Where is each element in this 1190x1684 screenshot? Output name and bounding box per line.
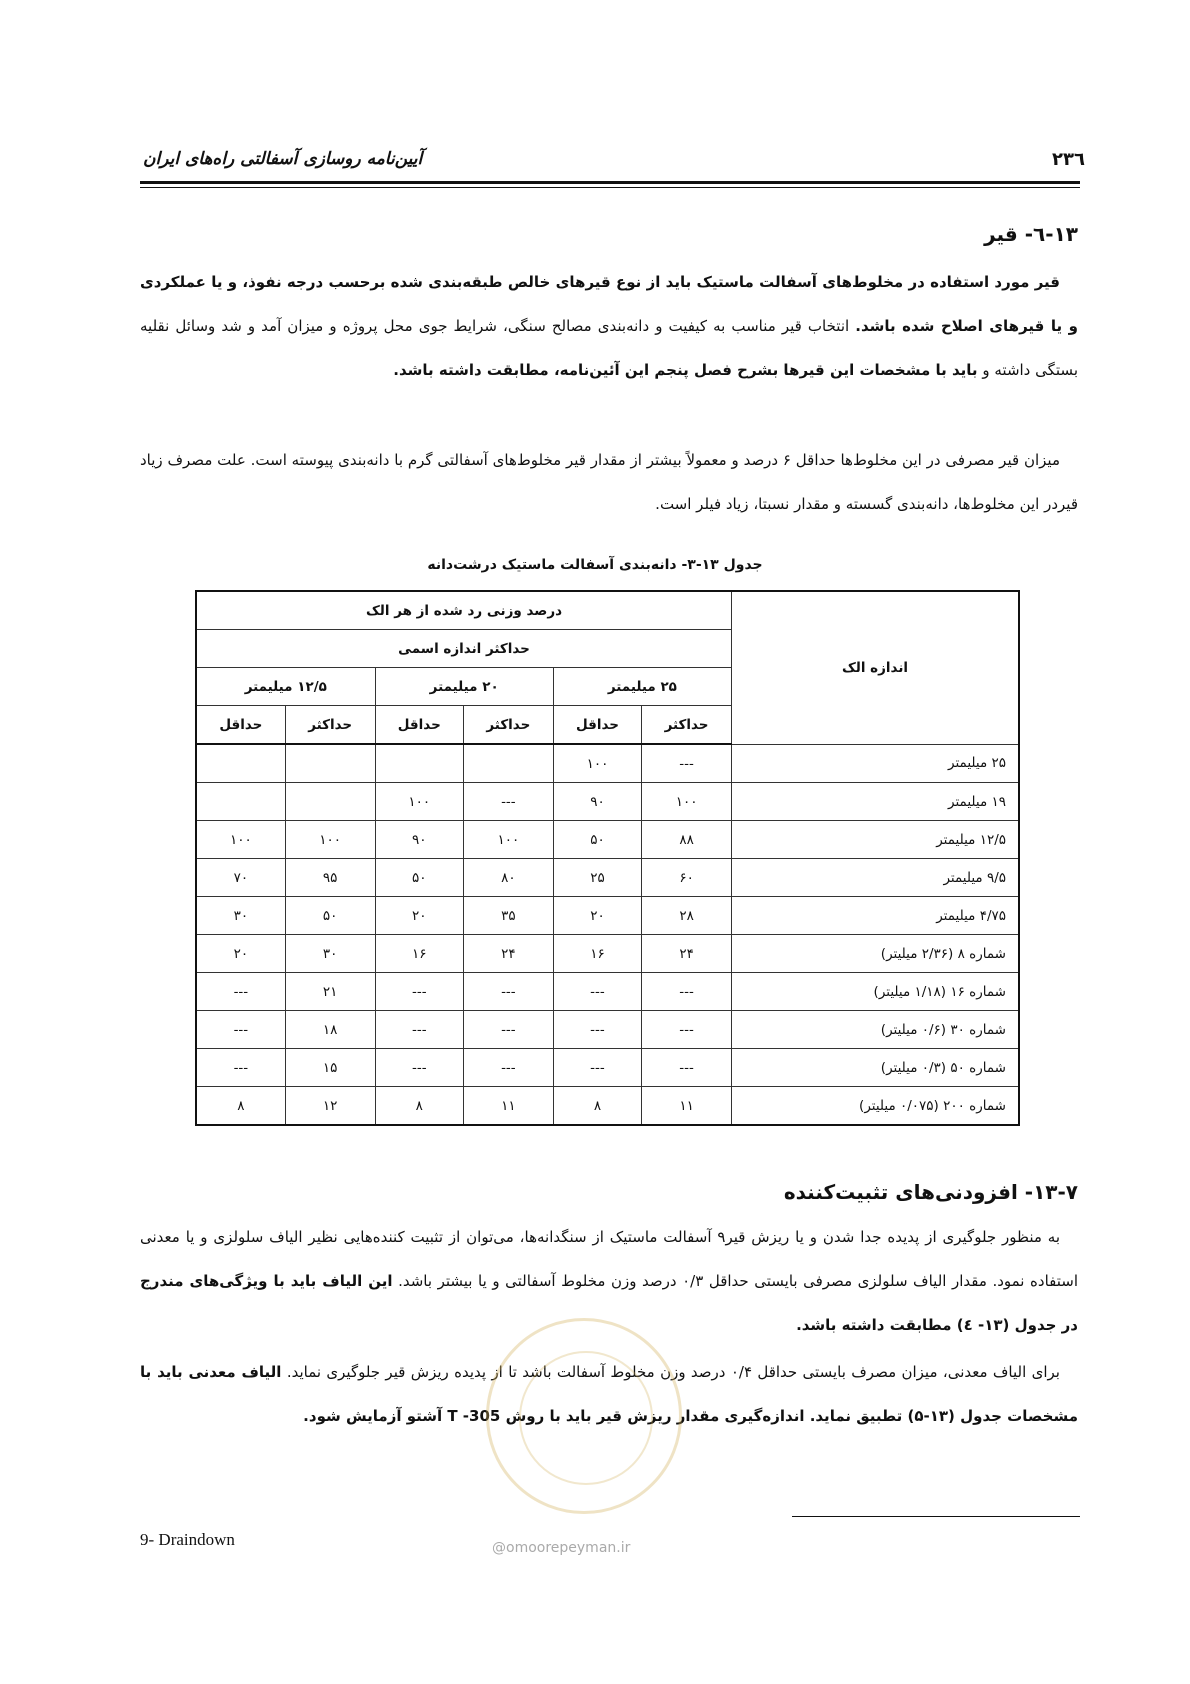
section-heading-bitumen: ۱۳-٦- قیر xyxy=(984,222,1078,246)
value-cell: --- xyxy=(463,973,553,1011)
sieve-size-header: اندازه الک xyxy=(732,591,1020,744)
table-row xyxy=(196,859,1019,897)
gradation-table xyxy=(195,590,1020,1126)
value-cell: ۱۰۰ xyxy=(285,821,375,859)
max-header: حداکثر xyxy=(642,706,732,745)
value-cell: ۳۰ xyxy=(285,935,375,973)
table-row xyxy=(196,1087,1019,1126)
value-cell xyxy=(463,744,553,783)
group-header-20: ۲۰ میلیمتر xyxy=(375,668,553,706)
min-header: حداقل xyxy=(553,706,641,745)
table-row xyxy=(196,821,1019,859)
value-cell: ۱۰۰ xyxy=(553,744,641,783)
value-cell: ۵۰ xyxy=(553,821,641,859)
paragraph-bold-text: این الیاف باید با ویژگی‌های مندرج در جدول (۱۳- ٤) مطابقت داشته باشد. xyxy=(140,1272,1078,1334)
value-cell: ۱۶ xyxy=(553,935,641,973)
value-cell: ۲۰ xyxy=(375,897,463,935)
value-cell: --- xyxy=(463,783,553,821)
value-cell: ۱۵ xyxy=(285,1049,375,1087)
table-row xyxy=(196,1011,1019,1049)
header-rule-thin xyxy=(140,187,1080,188)
max-header: حداکثر xyxy=(285,706,375,745)
max-header: حداکثر xyxy=(463,706,553,745)
sieve-size-cell: ۴/۷۵ میلیمتر xyxy=(732,897,1020,935)
table-row xyxy=(196,973,1019,1011)
value-cell: --- xyxy=(196,973,285,1011)
min-header: حداقل xyxy=(375,706,463,745)
value-cell: ۱۰۰ xyxy=(196,821,285,859)
sieve-size-cell: شماره ۸ (۲/۳۶ میلیتر) xyxy=(732,935,1020,973)
value-cell xyxy=(196,783,285,821)
value-cell: ۸۸ xyxy=(642,821,732,859)
sieve-size-cell: ۲۵ میلیمتر xyxy=(732,744,1020,783)
paragraph-bold-text: الیاف معدنی باید با مشخصات جدول (۱۳-۵) تطبیق نماید. اندازه‌گیری مقدار ریزش قیر باید با روش T -305 آشتو آزمایش شود. xyxy=(140,1363,1078,1425)
value-cell: --- xyxy=(642,973,732,1011)
value-cell: ۷۰ xyxy=(196,859,285,897)
value-cell: ۱۱ xyxy=(642,1087,732,1126)
nominal-size-header: حداکثر اندازه اسمی xyxy=(196,630,732,668)
header-rule xyxy=(140,181,1080,184)
value-cell: ۲۵ xyxy=(553,859,641,897)
value-cell: ۲۰ xyxy=(553,897,641,935)
value-cell: ۱۰۰ xyxy=(642,783,732,821)
value-cell: --- xyxy=(553,973,641,1011)
value-cell: ۸ xyxy=(196,1087,285,1126)
table-row xyxy=(196,744,1019,783)
watermark-seal-icon xyxy=(486,1318,682,1514)
value-cell: ۱۰۰ xyxy=(375,783,463,821)
paragraph-text: انتخاب قیر مناسب به کیفیت و دانه‌بندی مصالح سنگی، شرایط جوی محل پروژه و میزان آمد و شد وسائل نقلیه بستگی داشته و xyxy=(140,317,1078,379)
value-cell: --- xyxy=(375,1049,463,1087)
paragraph-bold-text: قیر مورد استفاده در مخلوط‌های آسفالت ماستیک باید از نوع قیرهای خالص طبقه‌بندی شده برحسب درجه نفوذ، و یا عملکردی و یا قیرهای اصلاح شده باشد. xyxy=(140,273,1078,335)
watermark-url: @omoorepeyman.ir xyxy=(492,1540,631,1556)
value-cell: ۹۰ xyxy=(553,783,641,821)
value-cell: ۸۰ xyxy=(463,859,553,897)
value-cell: --- xyxy=(463,1011,553,1049)
value-cell xyxy=(285,744,375,783)
paragraph-text: به منظور جلوگیری از پدیده جدا شدن و یا ریزش قیر۹ آسفالت ماستیک از سنگدانه‌ها، می‌توان از تثبیت کننده‌هایی نظیر الیاف سلولزی و یا معدنی استفاده نمود. مقدار الیاف سلولزی مصرفی بایستی حداقل ۰/۳ درصد وزن مخلوط آسفالتی و یا بیشتر باشد. xyxy=(140,1228,1078,1290)
section-heading-stabilizers: ۱۳-۷- افزودنی‌های تثبیت‌کننده xyxy=(783,1180,1078,1204)
value-cell xyxy=(375,744,463,783)
value-cell: ۳۰ xyxy=(196,897,285,935)
value-cell: --- xyxy=(642,744,732,783)
sieve-size-cell: شماره ۵۰ (۰/۳ میلیتر) xyxy=(732,1049,1020,1087)
value-cell: --- xyxy=(375,973,463,1011)
paragraph-text: برای الیاف معدنی، میزان مصرف بایستی حداقل ۰/۴ درصد وزن مخلوط آسفالت باشد تا از پدیده ریزش قیر جلوگیری نماید. xyxy=(286,1363,1060,1381)
value-cell: ۱۰۰ xyxy=(463,821,553,859)
value-cell xyxy=(196,744,285,783)
sieve-size-cell: شماره ۲۰۰ (۰/۰۷۵ میلیتر) xyxy=(732,1087,1020,1126)
group-header-25: ۲۵ میلیمتر xyxy=(553,668,731,706)
sieve-size-cell: ۹/۵ میلیمتر xyxy=(732,859,1020,897)
value-cell: --- xyxy=(553,1049,641,1087)
value-cell: --- xyxy=(196,1049,285,1087)
value-cell: --- xyxy=(642,1011,732,1049)
table-caption: جدول ۱۳-۳- دانه‌بندی آسفالت ماستیک درشت‌دانه xyxy=(427,557,763,573)
sieve-size-cell: ۱۲/۵ میلیمتر xyxy=(732,821,1020,859)
value-cell: ۹۰ xyxy=(375,821,463,859)
value-cell: ۶۰ xyxy=(642,859,732,897)
footnote: 9- Draindown xyxy=(140,1530,235,1549)
table-row xyxy=(196,783,1019,821)
value-cell: ۸ xyxy=(375,1087,463,1126)
min-header: حداقل xyxy=(196,706,285,745)
passing-percent-header: درصد وزنی رد شده از هر الک xyxy=(196,591,732,630)
value-cell: ۱۶ xyxy=(375,935,463,973)
value-cell: ۲۰ xyxy=(196,935,285,973)
value-cell: ۲۸ xyxy=(642,897,732,935)
sieve-size-cell: شماره ۱۶ (۱/۱۸ میلیتر) xyxy=(732,973,1020,1011)
value-cell: ۸ xyxy=(553,1087,641,1126)
table-row xyxy=(196,1049,1019,1087)
value-cell: ۳۵ xyxy=(463,897,553,935)
page-number: ۲۳٦ xyxy=(1052,149,1085,170)
value-cell: --- xyxy=(642,1049,732,1087)
value-cell: ۲۴ xyxy=(463,935,553,973)
paragraph-bitumen-1 xyxy=(140,260,1078,392)
value-cell: ۹۵ xyxy=(285,859,375,897)
value-cell: ۵۰ xyxy=(375,859,463,897)
value-cell: --- xyxy=(553,1011,641,1049)
value-cell: ۲۱ xyxy=(285,973,375,1011)
paragraph-text: میزان قیر مصرفی در این مخلوط‌ها حداقل ۶ درصد و معمولاً بیشتر از مقدار قیر مخلوط‌های آسفالتی گرم با دانه‌بندی پیوسته است. علت مصرف زیاد قیردر این مخلوط‌ها، دانه‌بندی گسسته و مقدار نسبتا، زیاد فیلر است. xyxy=(140,451,1078,513)
paragraph-bitumen-2 xyxy=(140,438,1078,526)
value-cell xyxy=(285,783,375,821)
sieve-size-cell: ۱۹ میلیمتر xyxy=(732,783,1020,821)
value-cell: ۲۴ xyxy=(642,935,732,973)
page-header-title: آیین‌نامه روسازی آسفالتی راه‌های ایران xyxy=(143,149,423,169)
value-cell: --- xyxy=(196,1011,285,1049)
table-row xyxy=(196,897,1019,935)
value-cell: ۱۸ xyxy=(285,1011,375,1049)
value-cell: ۱۲ xyxy=(285,1087,375,1126)
footnote-rule xyxy=(792,1516,1080,1517)
value-cell: --- xyxy=(463,1049,553,1087)
value-cell: ۱۱ xyxy=(463,1087,553,1126)
table-row xyxy=(196,935,1019,973)
value-cell: --- xyxy=(375,1011,463,1049)
value-cell: ۵۰ xyxy=(285,897,375,935)
group-header-12-5: ۱۲/۵ میلیمتر xyxy=(196,668,375,706)
sieve-size-cell: شماره ۳۰ (۰/۶ میلیتر) xyxy=(732,1011,1020,1049)
paragraph-bold-text: باید با مشخصات این قیرها بشرح فصل پنجم این آئین‌نامه، مطابقت داشته باشد. xyxy=(393,361,978,379)
